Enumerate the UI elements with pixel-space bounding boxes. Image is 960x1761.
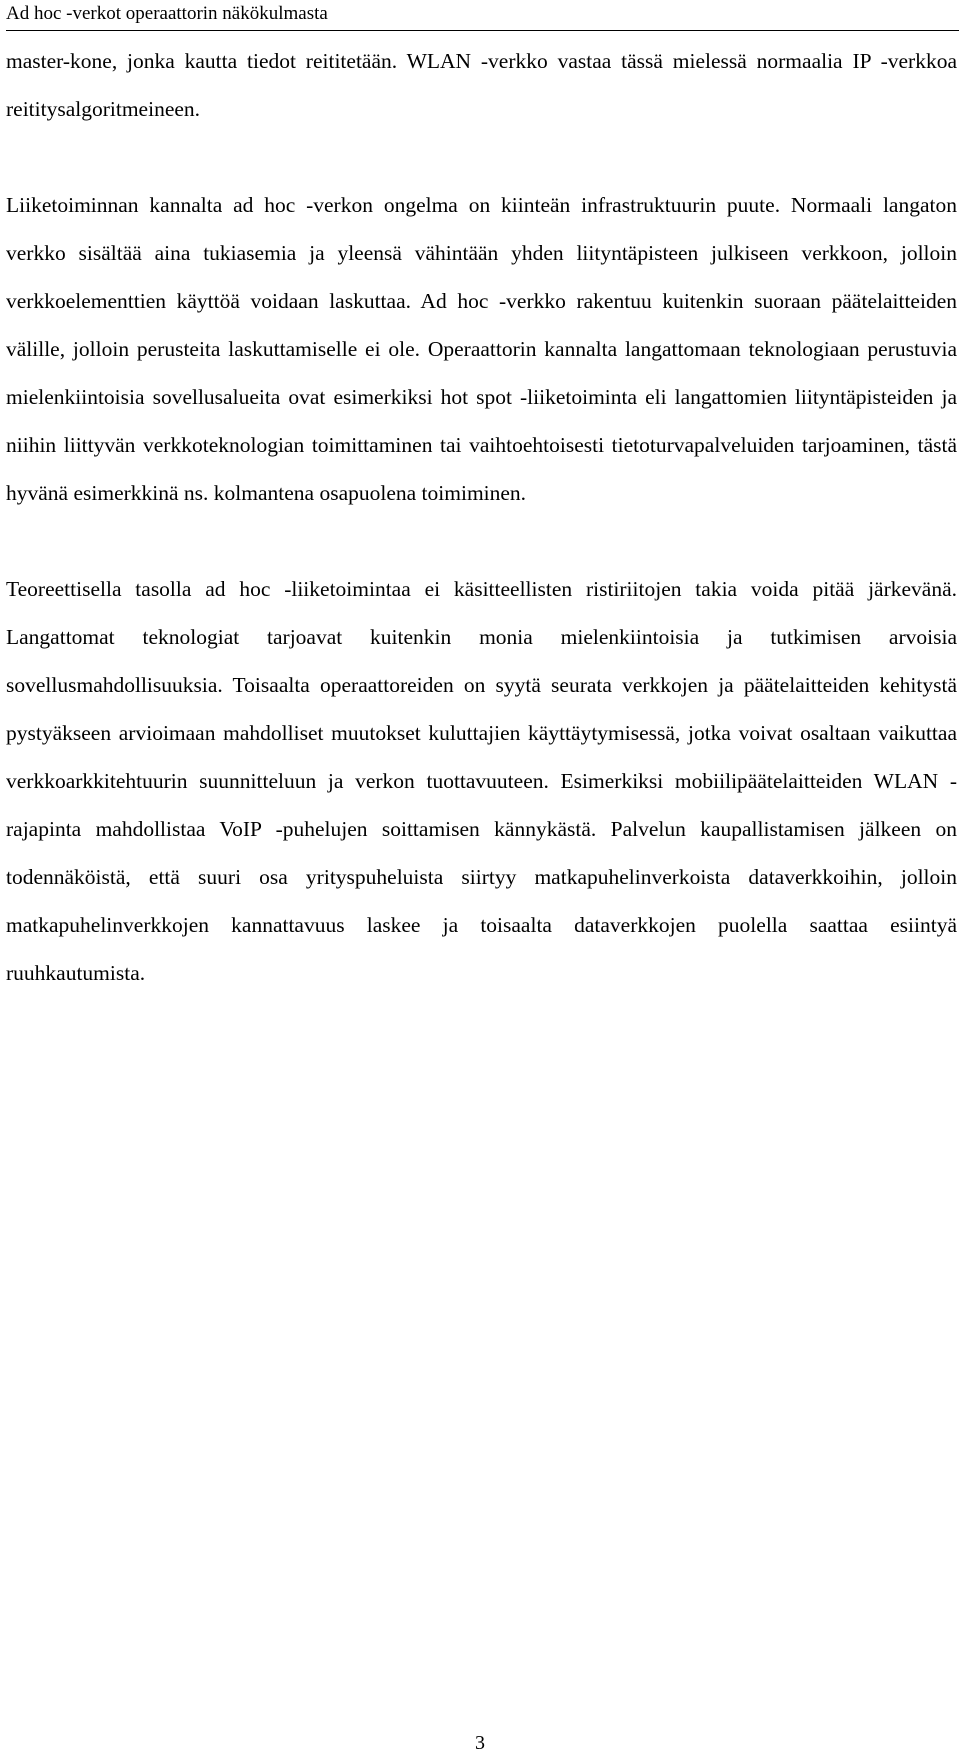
document-body [6,37,957,997]
page-number: 3 [475,1732,485,1754]
paragraph-theoretical-level: Teoreettisella tasolla ad hoc -liiketoimintaa ei käsitteellisten ristiriitojen takia voida pitää järkevänä. Langattomat teknologiat tarjoavat kuitenkin monia mielenkiintoisia ja tutkimisen arvoisia sovellusmahdollisuuksia. Toisaalta operaattoreiden on syytä seurata verkkojen ja päätelaitteiden kehitystä pystyäkseen arvioimaan mahdolliset muutokset kuluttajien käyttäytymisessä, jotka voivat osaltaan vaikuttaa verkkoarkkitehtuurin suunnitteluun ja verkon tuottavuuteen. Esimerkiksi mobiilipäätelaitteiden WLAN -rajapinta mahdollistaa VoIP -puhelujen soittamisen kännykästä. Palvelun kaupallistamisen jälkeen on todennäköistä, että suuri osa yrityspuheluista siirtyy matkapuhelinverkoista dataverkkoihin, jolloin matkapuhelinverkkojen kannattavuus laskee ja toisaalta dataverkkojen puolella saattaa esiintyä ruuhkautumista. [6,577,957,985]
header-divider [6,30,959,31]
running-header: Ad hoc -verkot operaattorin näkökulmasta [6,3,328,24]
paragraph-business-perspective: Liiketoiminnan kannalta ad hoc -verkon ongelma on kiinteän infrastruktuurin puute. Normaali langaton verkko sisältää aina tukiasemia ja yleensä vähintään yhden liityntäpisteen julkiseen verkkoon, jolloin verkkoelementtien käyttöä voidaan laskuttaa. Ad hoc -verkko rakentuu kuitenkin suoraan päätelaitteiden välille, jolloin perusteita laskuttamiselle ei ole. Operaattorin kannalta langattomaan teknologiaan perustuvia mielenkiintoisia sovellusalueita ovat esimerkiksi hot spot -liiketoiminta eli langattomien liityntäpisteiden ja niihin liittyvän verkkoteknologian toimittaminen tai vaihtoehtoisesti tietoturvapalveluiden tarjoaminen, tästä hyvänä esimerkkinä ns. kolmantena osapuolena toimiminen. [6,193,957,505]
paragraph-continuation: master-kone, jonka kautta tiedot reititetään. WLAN -verkko vastaa tässä mielessä normaalia IP -verkkoa reititysalgoritmeineen. [6,49,957,121]
